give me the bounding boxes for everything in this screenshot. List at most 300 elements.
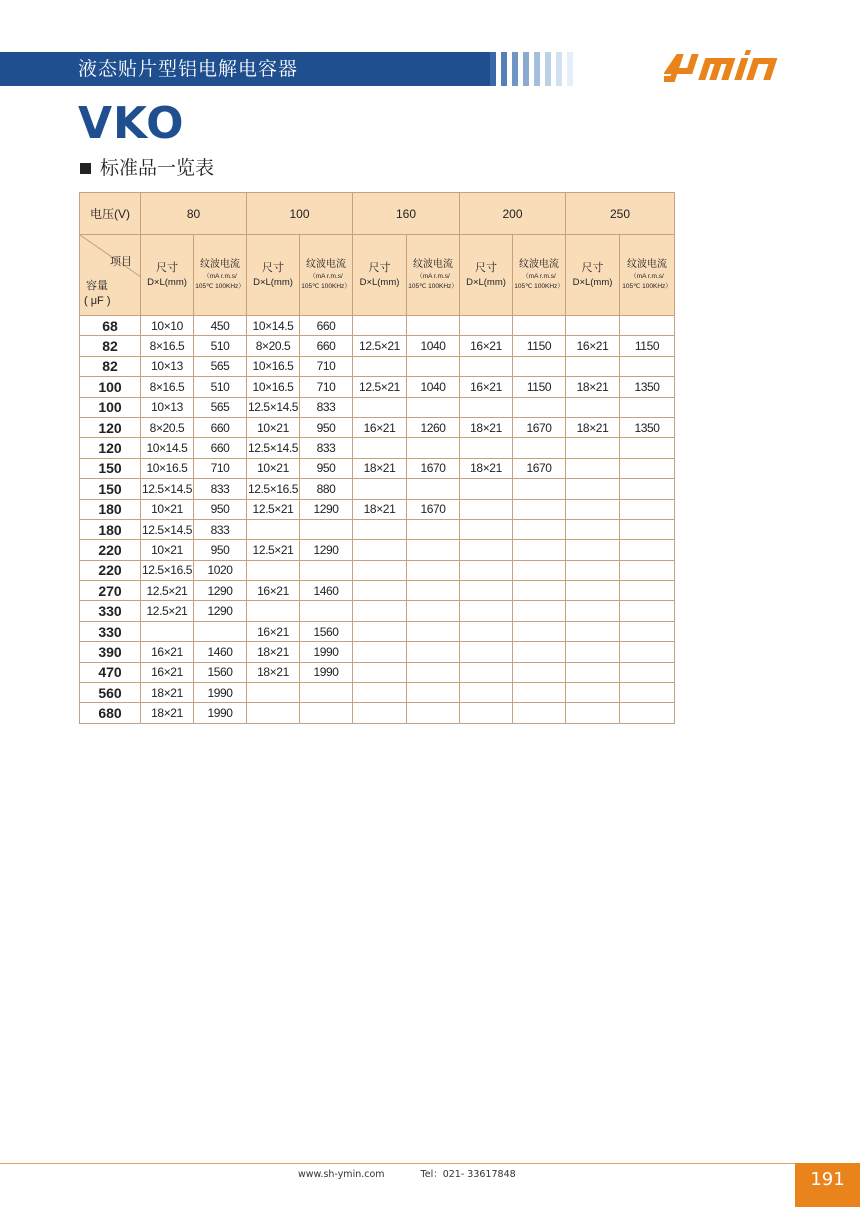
capacitance-cell: 680 (80, 703, 141, 723)
size-cell (353, 642, 407, 662)
size-header-unit: D×L(mm) (572, 277, 613, 288)
size-cell: 10×21 (247, 458, 300, 478)
ripple-current-cell: 1990 (194, 683, 247, 703)
ripple-current-cell (513, 683, 566, 703)
size-cell (247, 560, 300, 580)
ripple-current-cell (407, 683, 460, 703)
ripple-current-cell (300, 601, 353, 621)
capacitance-cell: 100 (80, 377, 141, 397)
ripple-current-cell (620, 560, 675, 580)
size-cell (566, 601, 620, 621)
ripple-header-condition: 105℃ 100KHz） (514, 283, 564, 290)
size-cell: 12.5×14.5 (247, 438, 300, 458)
ripple-current-cell (620, 316, 675, 336)
size-header-unit: D×L(mm) (359, 277, 400, 288)
table-row (80, 703, 675, 723)
ripple-current-cell (513, 621, 566, 641)
size-cell (460, 519, 513, 539)
size-cell (460, 621, 513, 641)
ripple-header-label: 纹波电流 (200, 259, 240, 270)
ripple-current-cell (407, 356, 460, 376)
size-cell (566, 519, 620, 539)
ripple-current-cell (407, 642, 460, 662)
ripple-current-cell: 1670 (407, 458, 460, 478)
size-cell: 16×21 (566, 336, 620, 356)
ripple-header (513, 235, 566, 316)
size-cell: 16×21 (247, 621, 300, 641)
size-cell (460, 356, 513, 376)
size-cell: 16×21 (141, 662, 194, 682)
ripple-current-cell (513, 601, 566, 621)
capacitance-cell: 270 (80, 581, 141, 601)
size-cell: 18×21 (460, 417, 513, 437)
size-cell (141, 621, 194, 641)
size-cell (353, 560, 407, 580)
ripple-current-cell (620, 479, 675, 499)
ripple-current-cell (513, 479, 566, 499)
ymin-logo (664, 50, 784, 90)
size-cell (566, 683, 620, 703)
size-cell: 10×16.5 (141, 458, 194, 478)
capacity-unit: ( μF ) (84, 295, 111, 307)
item-label: 项目 (110, 256, 132, 268)
voltage-header: 80 (141, 193, 247, 235)
size-header-label: 尺寸 (262, 262, 285, 274)
size-cell (566, 438, 620, 458)
table-row (80, 621, 675, 641)
ripple-current-cell (620, 519, 675, 539)
footer-tel: Tel：021- 33617848 (420, 1169, 516, 1180)
ripple-current-cell: 710 (194, 458, 247, 478)
ripple-current-cell (300, 560, 353, 580)
ripple-current-cell: 1990 (300, 662, 353, 682)
table-row (80, 377, 675, 397)
size-cell: 10×21 (141, 540, 194, 560)
ripple-current-cell (300, 519, 353, 539)
capacitance-cell: 120 (80, 438, 141, 458)
table-row (80, 540, 675, 560)
size-cell (566, 397, 620, 417)
ripple-current-cell: 1150 (620, 336, 675, 356)
ripple-current-cell (620, 397, 675, 417)
ripple-header (194, 235, 247, 316)
size-cell: 10×16.5 (247, 377, 300, 397)
voltage-label: 电压(V) (80, 193, 141, 235)
ripple-current-cell: 1670 (407, 499, 460, 519)
ripple-current-cell (620, 642, 675, 662)
product-name: VKO (78, 98, 185, 149)
size-cell (353, 316, 407, 336)
ripple-header-condition: 105℃ 100KHz） (195, 283, 245, 290)
capacitance-cell: 82 (80, 356, 141, 376)
size-cell (460, 560, 513, 580)
ripple-current-cell (513, 499, 566, 519)
size-cell: 18×21 (247, 662, 300, 682)
ripple-current-cell: 950 (194, 499, 247, 519)
ripple-current-cell: 950 (300, 417, 353, 437)
size-header (247, 235, 300, 316)
capacitance-cell: 82 (80, 336, 141, 356)
capacitance-cell: 150 (80, 458, 141, 478)
size-cell (460, 642, 513, 662)
ripple-current-cell (513, 581, 566, 601)
size-cell: 12.5×16.5 (141, 560, 194, 580)
capacity-label: 容量 (86, 280, 108, 292)
size-cell: 16×21 (460, 336, 513, 356)
size-cell (353, 621, 407, 641)
size-cell: 12.5×21 (353, 336, 407, 356)
ripple-current-cell (620, 438, 675, 458)
ripple-current-cell: 565 (194, 356, 247, 376)
table-row (80, 397, 675, 417)
ripple-current-cell: 1670 (513, 458, 566, 478)
size-cell: 8×20.5 (141, 417, 194, 437)
ripple-current-cell: 660 (194, 417, 247, 437)
voltage-header: 200 (460, 193, 566, 235)
size-cell: 10×10 (141, 316, 194, 336)
size-header-unit: D×L(mm) (147, 277, 187, 288)
ripple-current-cell (407, 519, 460, 539)
table-row (80, 336, 675, 356)
size-header-label: 尺寸 (368, 262, 391, 274)
size-cell (566, 316, 620, 336)
size-cell (566, 621, 620, 641)
size-cell (247, 601, 300, 621)
ripple-header (620, 235, 675, 316)
ripple-current-cell (407, 703, 460, 723)
size-cell (460, 581, 513, 601)
size-cell: 12.5×21 (247, 499, 300, 519)
ripple-current-cell: 833 (194, 479, 247, 499)
section-title (80, 155, 214, 181)
table-row (80, 479, 675, 499)
capacitance-cell: 390 (80, 642, 141, 662)
size-cell (353, 662, 407, 682)
size-cell (566, 356, 620, 376)
ripple-current-cell (513, 662, 566, 682)
ripple-header (407, 235, 460, 316)
ripple-current-cell: 450 (194, 316, 247, 336)
size-cell (460, 683, 513, 703)
size-cell (247, 703, 300, 723)
ripple-current-cell: 710 (300, 377, 353, 397)
size-cell (566, 540, 620, 560)
ripple-header-label: 纹波电流 (627, 259, 668, 270)
size-cell (460, 703, 513, 723)
voltage-header: 250 (566, 193, 675, 235)
ripple-current-cell: 1150 (513, 336, 566, 356)
ripple-header-unit: （mA r.m.s/ (630, 273, 664, 280)
ripple-current-cell: 1460 (300, 581, 353, 601)
ripple-current-cell: 660 (300, 316, 353, 336)
size-cell (460, 662, 513, 682)
size-cell (566, 642, 620, 662)
size-cell (566, 479, 620, 499)
size-header-label: 尺寸 (581, 262, 604, 274)
square-bullet-icon (80, 163, 91, 174)
size-cell (460, 438, 513, 458)
ripple-header (300, 235, 353, 316)
size-cell: 18×21 (247, 642, 300, 662)
ripple-current-cell (620, 703, 675, 723)
size-cell: 16×21 (247, 581, 300, 601)
ripple-current-cell: 1990 (300, 642, 353, 662)
table-row (80, 519, 675, 539)
table-row (80, 662, 675, 682)
ripple-current-cell (513, 642, 566, 662)
ripple-header-unit: （mA r.m.s/ (416, 273, 450, 280)
table-row (80, 601, 675, 621)
ripple-current-cell: 710 (300, 356, 353, 376)
ripple-current-cell (513, 438, 566, 458)
table-row (80, 356, 675, 376)
ripple-current-cell (620, 499, 675, 519)
section-title-text: 标准品一览表 (100, 157, 215, 179)
item-header-row (80, 235, 675, 316)
size-cell: 18×21 (141, 683, 194, 703)
ripple-current-cell: 660 (300, 336, 353, 356)
ripple-current-cell (407, 438, 460, 458)
capacitance-cell: 560 (80, 683, 141, 703)
footer-divider (0, 1163, 795, 1164)
size-cell: 12.5×14.5 (247, 397, 300, 417)
size-cell (566, 581, 620, 601)
size-cell (566, 560, 620, 580)
size-header (566, 235, 620, 316)
ripple-current-cell (620, 540, 675, 560)
size-cell (460, 479, 513, 499)
size-header-unit: D×L(mm) (253, 277, 293, 288)
size-cell (247, 519, 300, 539)
ripple-current-cell (620, 356, 675, 376)
voltage-header: 100 (247, 193, 353, 235)
ripple-current-cell (194, 621, 247, 641)
ripple-current-cell (620, 601, 675, 621)
size-cell: 10×13 (141, 356, 194, 376)
header-stripes (490, 52, 578, 86)
size-cell (247, 683, 300, 703)
footer-info (298, 1166, 552, 1180)
size-cell: 10×21 (247, 417, 300, 437)
size-cell: 18×21 (353, 458, 407, 478)
ripple-current-cell: 880 (300, 479, 353, 499)
ripple-current-cell: 833 (194, 519, 247, 539)
size-cell (353, 540, 407, 560)
size-cell (566, 499, 620, 519)
ripple-current-cell: 1990 (194, 703, 247, 723)
size-cell: 10×16.5 (247, 356, 300, 376)
voltage-header-row (80, 193, 675, 235)
size-cell (460, 397, 513, 417)
size-cell (353, 479, 407, 499)
capacitance-cell: 330 (80, 601, 141, 621)
capacitance-cell: 100 (80, 397, 141, 417)
ripple-current-cell: 1290 (194, 601, 247, 621)
table-row (80, 417, 675, 437)
footer-website: www.sh-ymin.com (298, 1169, 385, 1180)
size-cell: 18×21 (566, 377, 620, 397)
ripple-current-cell: 1040 (407, 377, 460, 397)
page-number: 191 (795, 1163, 860, 1207)
ripple-header-unit: （mA r.m.s/ (203, 273, 237, 280)
ripple-current-cell: 1260 (407, 417, 460, 437)
size-cell: 12.5×21 (141, 601, 194, 621)
ripple-current-cell (300, 703, 353, 723)
ripple-current-cell (407, 479, 460, 499)
ripple-current-cell: 1560 (194, 662, 247, 682)
size-cell (353, 519, 407, 539)
ripple-current-cell (513, 316, 566, 336)
ripple-current-cell (513, 397, 566, 417)
size-cell: 18×21 (460, 458, 513, 478)
ripple-current-cell (620, 621, 675, 641)
capacitance-cell: 220 (80, 560, 141, 580)
table-row (80, 581, 675, 601)
ripple-current-cell (407, 397, 460, 417)
size-cell (353, 683, 407, 703)
ripple-current-cell (407, 662, 460, 682)
size-cell: 12.5×21 (247, 540, 300, 560)
ripple-current-cell: 950 (194, 540, 247, 560)
ripple-current-cell: 510 (194, 377, 247, 397)
ripple-current-cell (513, 703, 566, 723)
size-cell: 10×21 (141, 499, 194, 519)
size-cell (566, 703, 620, 723)
table-row (80, 458, 675, 478)
size-cell: 12.5×21 (353, 377, 407, 397)
size-cell (460, 601, 513, 621)
capacitance-cell: 330 (80, 621, 141, 641)
size-cell (566, 458, 620, 478)
size-cell (353, 581, 407, 601)
size-cell: 18×21 (566, 417, 620, 437)
ripple-current-cell (620, 683, 675, 703)
size-cell: 12.5×16.5 (247, 479, 300, 499)
size-header-label: 尺寸 (156, 262, 178, 274)
ripple-header-condition: 105℃ 100KHz） (301, 283, 351, 290)
capacitance-cell: 68 (80, 316, 141, 336)
table-row (80, 642, 675, 662)
ripple-current-cell: 1460 (194, 642, 247, 662)
ripple-current-cell: 1290 (300, 540, 353, 560)
size-cell (460, 540, 513, 560)
size-cell (353, 703, 407, 723)
ripple-current-cell: 1040 (407, 336, 460, 356)
ripple-current-cell (407, 316, 460, 336)
ripple-current-cell: 1670 (513, 417, 566, 437)
capacitance-cell: 180 (80, 499, 141, 519)
ripple-header-condition: 105℃ 100KHz） (408, 283, 458, 290)
voltage-header: 160 (353, 193, 460, 235)
ripple-current-cell: 660 (194, 438, 247, 458)
size-cell: 10×14.5 (247, 316, 300, 336)
size-cell: 8×16.5 (141, 336, 194, 356)
capacitance-cell: 180 (80, 519, 141, 539)
capacitance-cell: 120 (80, 417, 141, 437)
table-row (80, 316, 675, 336)
ripple-current-cell (407, 601, 460, 621)
table-row (80, 499, 675, 519)
ripple-current-cell (620, 662, 675, 682)
capacitance-cell: 470 (80, 662, 141, 682)
capacitance-cell: 150 (80, 479, 141, 499)
size-header (141, 235, 194, 316)
ripple-current-cell: 1020 (194, 560, 247, 580)
ripple-current-cell (300, 683, 353, 703)
ripple-current-cell (407, 581, 460, 601)
size-cell (460, 316, 513, 336)
size-header (353, 235, 407, 316)
ripple-current-cell: 1150 (513, 377, 566, 397)
ripple-header-unit: （mA r.m.s/ (309, 273, 343, 280)
size-cell: 12.5×21 (141, 581, 194, 601)
table-row (80, 560, 675, 580)
size-cell (353, 601, 407, 621)
size-header-label: 尺寸 (475, 262, 498, 274)
capacitance-cell: 220 (80, 540, 141, 560)
size-cell: 10×14.5 (141, 438, 194, 458)
ripple-current-cell (407, 621, 460, 641)
size-cell (353, 438, 407, 458)
ripple-current-cell (620, 581, 675, 601)
ripple-current-cell (513, 519, 566, 539)
ripple-current-cell: 1560 (300, 621, 353, 641)
ripple-current-cell (407, 560, 460, 580)
ripple-header-label: 纹波电流 (519, 259, 560, 270)
size-cell: 16×21 (141, 642, 194, 662)
diagonal-header-cell (80, 235, 141, 316)
size-header-unit: D×L(mm) (466, 277, 506, 288)
ripple-current-cell (620, 458, 675, 478)
size-cell: 12.5×14.5 (141, 519, 194, 539)
ripple-header-unit: （mA r.m.s/ (522, 273, 556, 280)
ripple-current-cell: 510 (194, 336, 247, 356)
ripple-current-cell (513, 356, 566, 376)
spec-table (79, 192, 675, 724)
ripple-header-label: 纹波电流 (413, 259, 454, 270)
ripple-current-cell (513, 540, 566, 560)
ripple-header-label: 纹波电流 (306, 259, 347, 270)
size-cell (460, 499, 513, 519)
size-cell (353, 397, 407, 417)
ripple-current-cell: 833 (300, 397, 353, 417)
size-cell (353, 356, 407, 376)
size-cell: 10×13 (141, 397, 194, 417)
size-cell: 16×21 (460, 377, 513, 397)
size-cell: 12.5×14.5 (141, 479, 194, 499)
table-row (80, 438, 675, 458)
ripple-current-cell: 833 (300, 438, 353, 458)
size-cell: 18×21 (141, 703, 194, 723)
size-header (460, 235, 513, 316)
size-cell: 18×21 (353, 499, 407, 519)
header-title: 液态贴片型铝电解电容器 (78, 58, 299, 80)
ripple-current-cell: 1290 (194, 581, 247, 601)
ripple-current-cell (513, 560, 566, 580)
size-cell: 8×16.5 (141, 377, 194, 397)
ripple-current-cell: 1290 (300, 499, 353, 519)
ripple-header-condition: 105℃ 100KHz） (622, 283, 672, 290)
ripple-current-cell: 1350 (620, 377, 675, 397)
ripple-current-cell: 565 (194, 397, 247, 417)
ripple-current-cell: 950 (300, 458, 353, 478)
ripple-current-cell: 1350 (620, 417, 675, 437)
ripple-current-cell (407, 540, 460, 560)
size-cell: 16×21 (353, 417, 407, 437)
size-cell (566, 662, 620, 682)
table-row (80, 683, 675, 703)
size-cell: 8×20.5 (247, 336, 300, 356)
